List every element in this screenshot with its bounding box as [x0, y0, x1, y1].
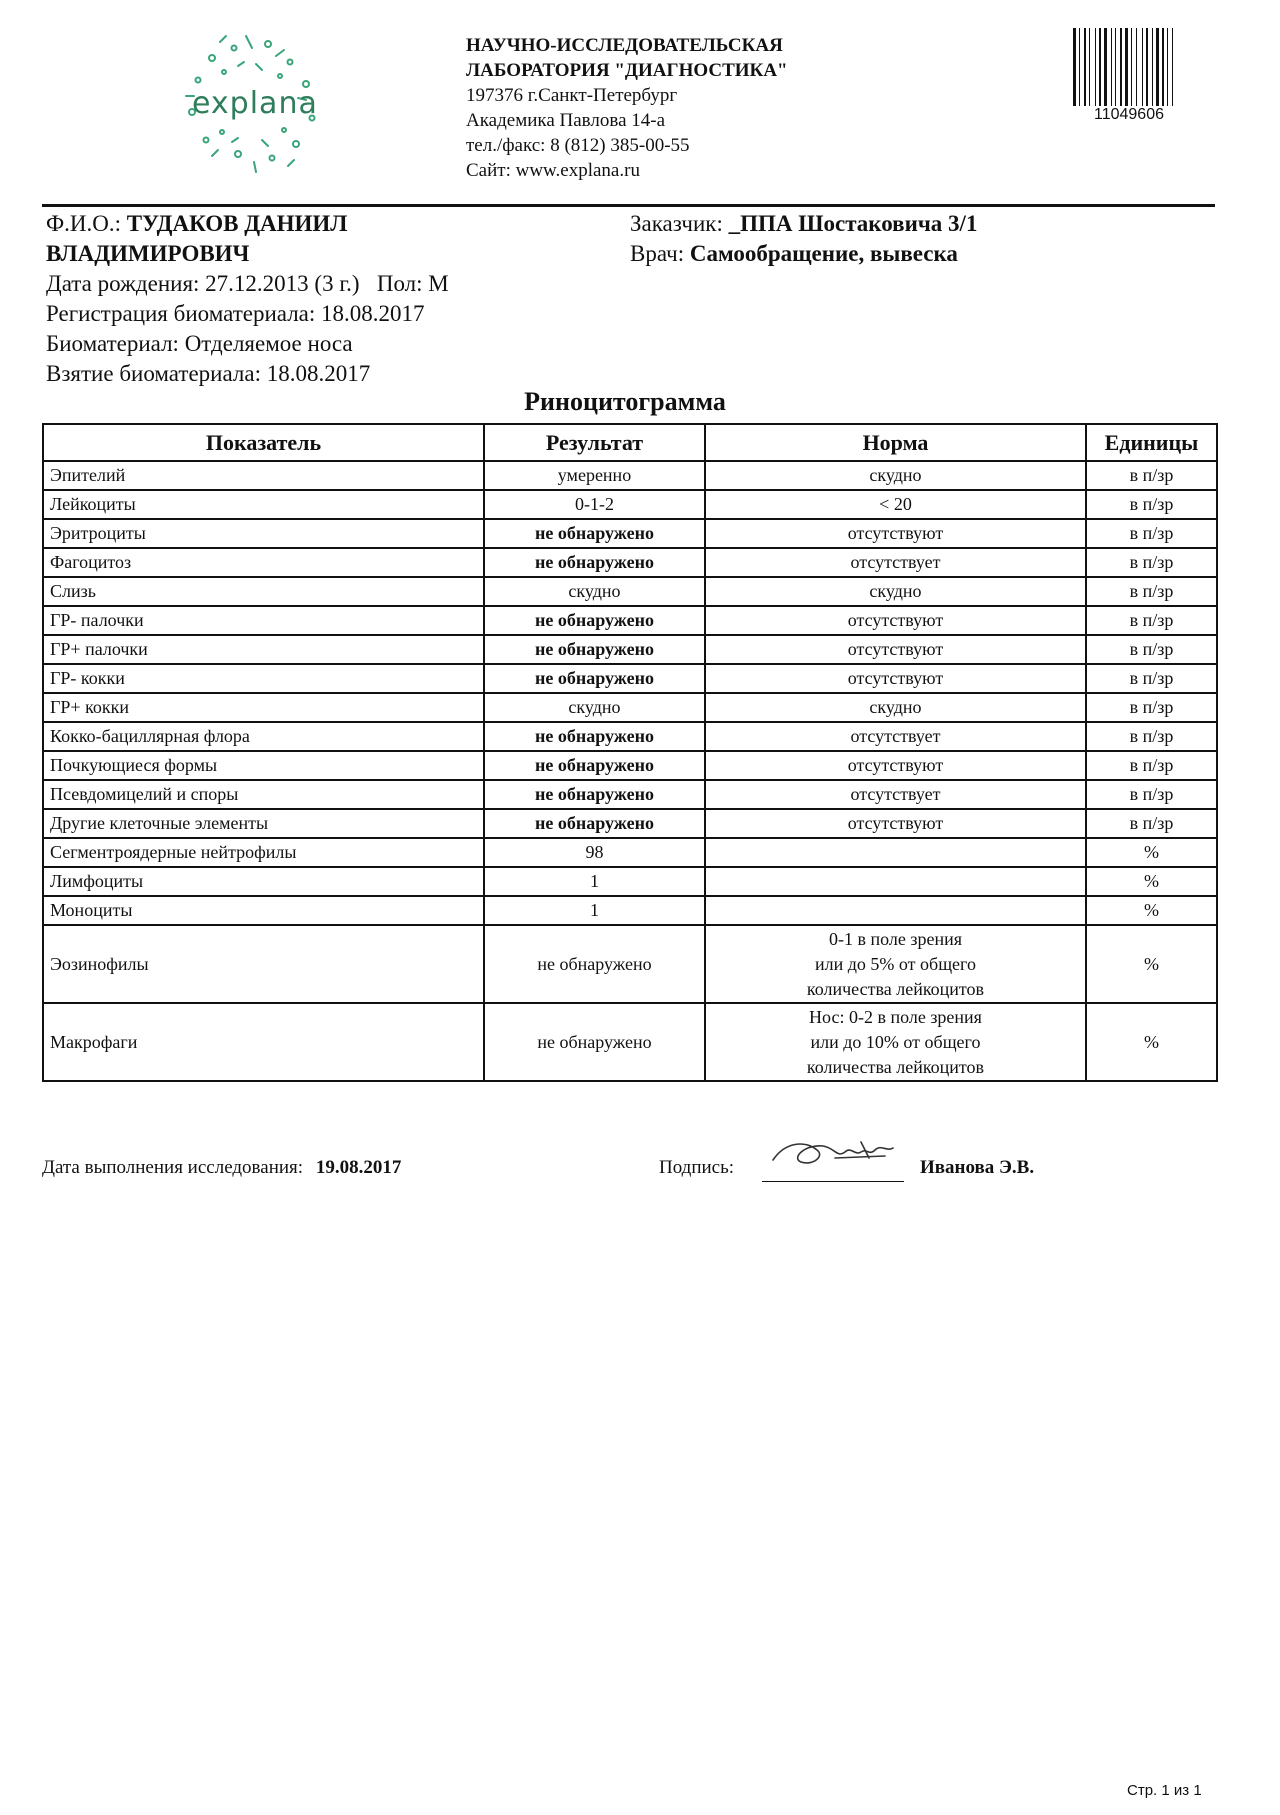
birth-value: 27.12.2013 (3 г.)	[205, 271, 360, 296]
cell-norm: отсутствует	[705, 722, 1086, 751]
cell-norm: отсутствуют	[705, 519, 1086, 548]
cell-result: не обнаружено	[484, 519, 705, 548]
cell-norm	[705, 867, 1086, 896]
cell-unit: %	[1086, 925, 1217, 1003]
cell-unit: в п/зр	[1086, 664, 1217, 693]
biomaterial-label: Биоматериал:	[46, 331, 179, 356]
table-header-row	[43, 424, 1217, 461]
cell-norm	[705, 1003, 1086, 1081]
birth-row	[46, 269, 449, 299]
cell-indicator: Макрофаги	[43, 1003, 484, 1081]
cell-indicator: ГР- кокки	[43, 664, 484, 693]
barcode-bar	[1172, 28, 1173, 106]
cell-result: 1	[484, 867, 705, 896]
table-row	[43, 693, 1217, 722]
cell-result: не обнаружено	[484, 925, 705, 1003]
cell-result: не обнаружено	[484, 606, 705, 635]
cell-unit: в п/зр	[1086, 722, 1217, 751]
patient-info	[46, 209, 449, 389]
barcode-number: 11049606	[1094, 106, 1164, 123]
customer-value: _ППА Шостаковича 3/1	[728, 211, 978, 236]
cell-norm	[705, 896, 1086, 925]
barcode-bar	[1111, 28, 1112, 106]
cell-norm: отсутствует	[705, 548, 1086, 577]
barcode-bar	[1131, 28, 1132, 106]
cell-norm: скудно	[705, 461, 1086, 490]
sex-value: М	[428, 271, 449, 296]
cell-norm: отсутствуют	[705, 751, 1086, 780]
barcode-bar	[1073, 28, 1076, 106]
table-row	[43, 780, 1217, 809]
barcode-bar	[1095, 28, 1096, 106]
cell-norm: отсутствует	[705, 780, 1086, 809]
barcode-bar	[1125, 28, 1128, 106]
completion-date	[42, 1157, 401, 1179]
cell-indicator: Почкующиеся формы	[43, 751, 484, 780]
cell-indicator: ГР- палочки	[43, 606, 484, 635]
table-row	[43, 838, 1217, 867]
barcode-bar	[1099, 28, 1101, 106]
table-row	[43, 867, 1217, 896]
lab-name-line1: НАУЧНО-ИССЛЕДОВАТЕЛЬСКАЯ	[466, 35, 783, 56]
norm-line: количества лейкоцитов	[806, 978, 985, 999]
table-row	[43, 635, 1217, 664]
cell-indicator: Слизь	[43, 577, 484, 606]
norm-line: 0-1 в поле зрения	[828, 928, 962, 949]
taken-label: Взятие биоматериала:	[46, 361, 261, 386]
header-norm: Норма	[705, 424, 1086, 461]
header-indicator: Показатель	[43, 424, 484, 461]
cell-unit: в п/зр	[1086, 606, 1217, 635]
document-title: Риноцитограмма	[524, 387, 726, 416]
doctor-value: Самообращение, вывеска	[689, 241, 958, 266]
cell-indicator: Псевдомицелий и споры	[43, 780, 484, 809]
header-units: Единицы	[1086, 424, 1217, 461]
cell-result: 1	[484, 896, 705, 925]
cell-unit: %	[1086, 838, 1217, 867]
cell-indicator: Сегментроядерные нейтрофилы	[43, 838, 484, 867]
lab-info	[466, 33, 788, 183]
cell-unit: в п/зр	[1086, 780, 1217, 809]
barcode-bar	[1146, 28, 1148, 106]
norm-line: или до 10% от общего	[810, 1031, 981, 1052]
cell-result: не обнаружено	[484, 548, 705, 577]
cell-result: умеренно	[484, 461, 705, 490]
cell-norm	[705, 925, 1086, 1003]
cell-unit: %	[1086, 867, 1217, 896]
cell-indicator: ГР+ палочки	[43, 635, 484, 664]
cell-norm: скудно	[705, 577, 1086, 606]
table-row-tall	[43, 1003, 1217, 1081]
cell-result: не обнаружено	[484, 635, 705, 664]
barcode-bar	[1084, 28, 1086, 106]
table-row	[43, 664, 1217, 693]
table-row	[43, 722, 1217, 751]
barcode-bar	[1162, 28, 1164, 106]
lab-address-line1: 197376 г.Санкт-Петербург	[466, 85, 678, 106]
barcode-bar	[1167, 28, 1168, 106]
cell-unit: в п/зр	[1086, 635, 1217, 664]
cell-result: не обнаружено	[484, 722, 705, 751]
table-row	[43, 461, 1217, 490]
cell-result: не обнаружено	[484, 809, 705, 838]
doctor-row	[630, 239, 977, 269]
cell-unit: в п/зр	[1086, 693, 1217, 722]
completion-value: 19.08.2017	[315, 1157, 402, 1178]
norm-line: Нос: 0-2 в поле зрения	[809, 1006, 982, 1027]
cell-unit: в п/зр	[1086, 490, 1217, 519]
cell-indicator: ГР+ кокки	[43, 693, 484, 722]
cell-indicator: Моноциты	[43, 896, 484, 925]
sex-label: Пол:	[376, 271, 423, 296]
barcode-bar	[1104, 28, 1107, 106]
signer-name: Иванова Э.В.	[920, 1157, 1035, 1178]
cell-indicator: Эозинофилы	[43, 925, 484, 1003]
cell-result: 0-1-2	[484, 490, 705, 519]
registration-value: 18.08.2017	[321, 301, 425, 326]
norm-line: количества лейкоцитов	[806, 1056, 985, 1077]
cell-norm: отсутствуют	[705, 809, 1086, 838]
cell-result: скудно	[484, 577, 705, 606]
biomaterial-value: Отделяемое носа	[184, 331, 353, 356]
registration-label: Регистрация биоматериала:	[46, 301, 316, 326]
barcode-bar	[1089, 28, 1090, 106]
registration-row	[46, 299, 449, 329]
cell-indicator: Эпителий	[43, 461, 484, 490]
header-divider	[42, 204, 1215, 207]
customer-row	[630, 209, 977, 239]
barcode-bar	[1120, 28, 1122, 106]
barcode-bar	[1115, 28, 1116, 106]
cell-indicator: Другие клеточные элементы	[43, 809, 484, 838]
cell-unit: %	[1086, 1003, 1217, 1081]
cell-result: скудно	[484, 693, 705, 722]
header-result: Результат	[484, 424, 705, 461]
cell-indicator: Кокко-бациллярная флора	[43, 722, 484, 751]
table-row	[43, 809, 1217, 838]
taken-row	[46, 359, 449, 389]
cell-result: не обнаружено	[484, 664, 705, 693]
signature-label: Подпись:	[659, 1157, 735, 1178]
table-row	[43, 606, 1217, 635]
cell-unit: в п/зр	[1086, 751, 1217, 780]
taken-value: 18.08.2017	[266, 361, 371, 386]
cell-indicator: Эритроциты	[43, 519, 484, 548]
completion-label: Дата выполнения исследования:	[42, 1157, 304, 1178]
cell-unit: в п/зр	[1086, 519, 1217, 548]
cell-result: 98	[484, 838, 705, 867]
barcode-bar	[1142, 28, 1143, 106]
cell-unit: в п/зр	[1086, 577, 1217, 606]
lab-name-line2: ЛАБОРАТОРИЯ "ДИАГНОСТИКА"	[466, 60, 788, 81]
page-number: Стр. 1 из 1	[1127, 1782, 1202, 1799]
table-row	[43, 519, 1217, 548]
cell-unit: в п/зр	[1086, 461, 1217, 490]
lab-logo	[172, 28, 330, 178]
birth-label: Дата рождения:	[46, 271, 200, 296]
patient-name-row	[46, 209, 449, 239]
doctor-label: Врач:	[630, 241, 685, 266]
lab-address-line2: Академика Павлова 14-а	[466, 110, 666, 131]
cell-norm	[705, 838, 1086, 867]
barcode-bar	[1079, 28, 1080, 106]
customer-label: Заказчик:	[630, 211, 723, 236]
cell-result: не обнаружено	[484, 780, 705, 809]
cell-indicator: Фагоцитоз	[43, 548, 484, 577]
cell-unit: в п/зр	[1086, 809, 1217, 838]
barcode-bar	[1152, 28, 1153, 106]
biomaterial-row	[46, 329, 449, 359]
table-row	[43, 548, 1217, 577]
cell-norm: скудно	[705, 693, 1086, 722]
table-row	[43, 896, 1217, 925]
cell-unit: %	[1086, 896, 1217, 925]
fio-line1: ТУДАКОВ ДАНИИЛ	[126, 211, 348, 236]
cell-result: не обнаружено	[484, 1003, 705, 1081]
barcode-bar	[1156, 28, 1159, 106]
fio-label: Ф.И.О.:	[46, 211, 122, 236]
cell-indicator: Лейкоциты	[43, 490, 484, 519]
table-row	[43, 751, 1217, 780]
order-info	[630, 209, 977, 269]
fio-line2: ВЛАДИМИРОВИЧ	[46, 241, 250, 266]
lab-site: Сайт: www.explana.ru	[466, 160, 640, 181]
norm-line: или до 5% от общего	[815, 953, 976, 974]
barcode-graphic	[1073, 28, 1185, 106]
signature-scribble	[765, 1122, 915, 1182]
table-row-tall	[43, 925, 1217, 1003]
cell-indicator: Лимфоциты	[43, 867, 484, 896]
cell-norm: отсутствуют	[705, 606, 1086, 635]
cell-unit: в п/зр	[1086, 548, 1217, 577]
barcode-bar	[1136, 28, 1137, 106]
table-row	[43, 577, 1217, 606]
cell-norm: < 20	[705, 490, 1086, 519]
signature-line	[762, 1181, 904, 1182]
cell-norm: отсутствуют	[705, 635, 1086, 664]
cell-result: не обнаружено	[484, 751, 705, 780]
cell-norm: отсутствуют	[705, 664, 1086, 693]
lab-phone: тел./факс: 8 (812) 385-00-55	[466, 135, 690, 156]
table-row	[43, 490, 1217, 519]
results-table	[42, 423, 1218, 1082]
logo-text: explana	[192, 86, 318, 121]
